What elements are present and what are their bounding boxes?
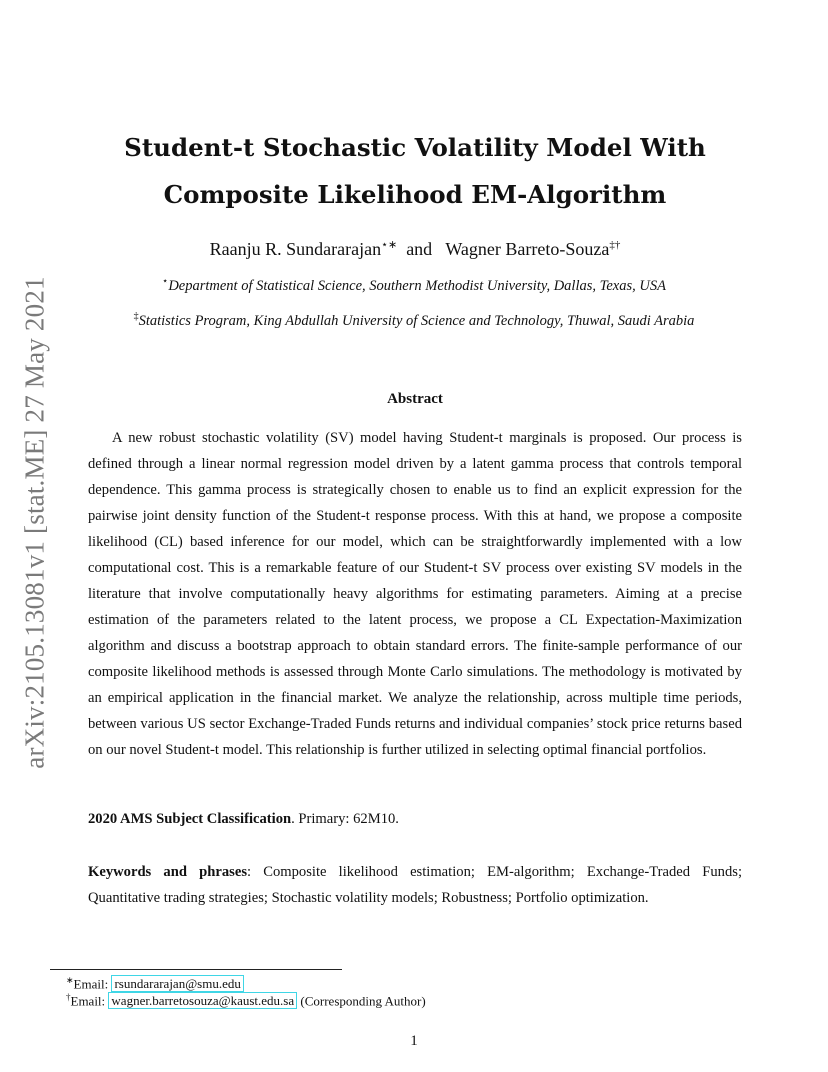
affiliation-2 (40, 311, 788, 330)
footnote-2-email-link[interactable]: wagner.barretosouza@kaust.edu.sa (108, 992, 297, 1009)
title-line-1: Student-t Stochastic Volatility Model With (124, 133, 706, 162)
footnote-divider (50, 969, 342, 970)
footnote-1-label: Email: (73, 976, 109, 992)
footnote-1-email-link[interactable]: rsundararajan@smu.edu (111, 975, 243, 992)
affiliation-2-text: Statistics Program, King Abdullah University of Science and Technology, Thuwal, Saudi Arabia (138, 312, 695, 329)
abstract-heading: Abstract (387, 391, 443, 407)
affiliation-1-text: Department of Statistical Science, Southern Methodist University, Dallas, Texas, USA (168, 277, 666, 294)
author-1-mark: ⋆∗ (381, 239, 398, 251)
footnote-2 (66, 992, 426, 1009)
footnote-2-suffix: (Corresponding Author) (300, 993, 426, 1009)
affiliation-2-mark: ‡ (133, 311, 139, 322)
ams-text: . Primary: 62M10. (291, 811, 399, 827)
footnote-1-mark: ∗ (66, 975, 74, 985)
title-line-2: Composite Likelihood EM-Algorithm (163, 180, 667, 209)
author-2-mark: ‡† (609, 239, 621, 251)
affiliation-1 (40, 276, 788, 295)
keywords-label: Keywords and phrases (88, 864, 247, 880)
footnote-2-label: Email: (70, 993, 106, 1009)
keywords (88, 859, 742, 911)
page-number: 1 (410, 1033, 418, 1049)
paper-title (90, 124, 740, 218)
keywords-text: : Composite likelihood estimation; EM-algorithm; Exchange-Traded Funds; Quantitative trading strategies; Stochastic volatility models; Robustness; Portfolio optimization. (88, 864, 742, 906)
author-conjunction: and (406, 239, 433, 259)
footnote-2-mark: † (66, 992, 71, 1002)
author-list (90, 238, 740, 260)
arxiv-stamp (12, 272, 58, 772)
footnote-1 (66, 975, 244, 992)
author-2-name: Wagner Barreto-Souza (445, 239, 610, 259)
affiliation-1-mark: ⋆ (162, 276, 169, 287)
author-1-name: Raanju R. Sundararajan (209, 239, 382, 259)
arxiv-stamp-text: arXiv:2105.13081v1 [stat.ME] 27 May 2021 (19, 275, 50, 769)
ams-classification (88, 811, 742, 828)
abstract-body: A new robust stochastic volatility (SV) model having Student-t marginals is proposed. Our process is defined through a linear normal regression model driven by a latent gamma process that controls temporal dependence. This gamma process is strategically chosen to enable us to find an explicit expression for the pairwise joint density function of the Student-t response process. With this at hand, we propose a composite likelihood (CL) based inference for our model, which can be straightforwardly implemented with a low computational cost. This is a remarkable feature of our Student-t SV process over existing SV models in the literature that involve computationally heavy algorithms for estimating parameters. Aiming at a precise estimation of the parameters related to the latent process, we propose a CL Expectation-Maximization algorithm and discuss a bootstrap approach to obtain standard errors. The finite-sample performance of our composite likelihood methods is assessed through Monte Carlo simulations. The methodology is motivated by an empirical application in the financial market. We analyze the relationship, across multiple time periods, between various US sector Exchange-Traded Funds returns and individual companies’ stock price returns based on our novel Student-t model. This relationship is further utilized in selecting optimal financial portfolios. (88, 430, 742, 758)
ams-label: 2020 AMS Subject Classification (88, 811, 292, 827)
